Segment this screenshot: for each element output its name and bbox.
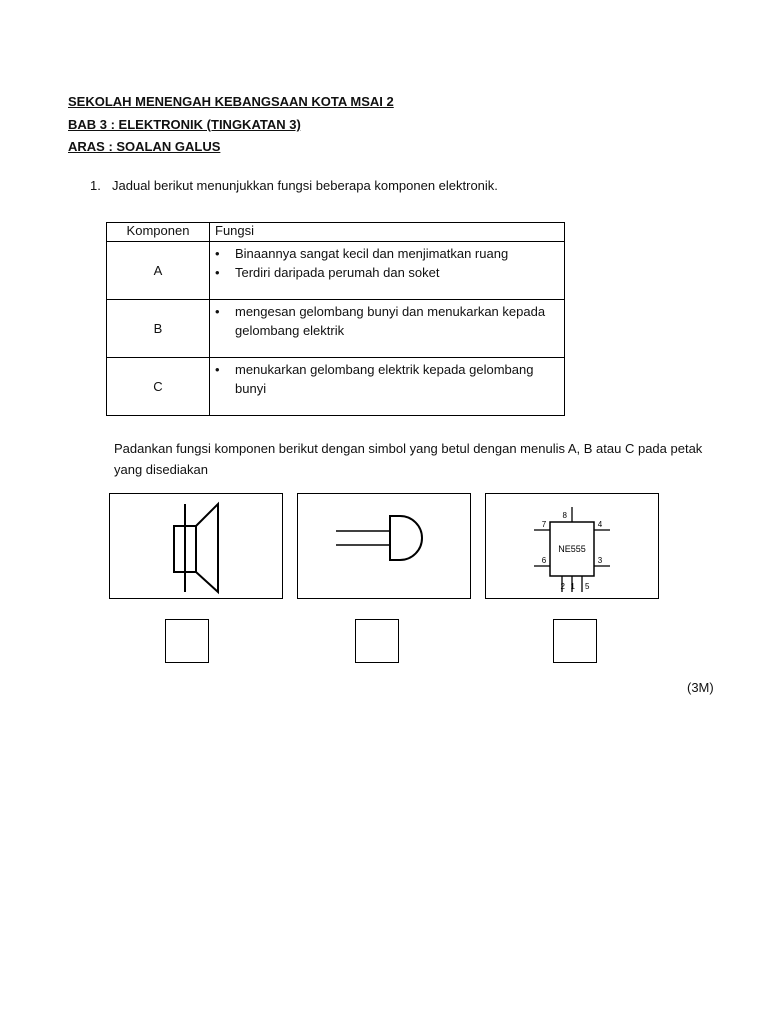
ic-chip-symbol-icon	[486, 494, 658, 598]
function-list	[210, 358, 564, 398]
function-cell	[210, 358, 565, 416]
header-component: Komponen	[107, 223, 210, 242]
table-row	[107, 300, 565, 358]
loudspeaker-symbol-icon	[110, 494, 282, 598]
instruction-text: Padankan fungsi komponen berikut dengan simbol yang betul dengan menulis A, B atau C pada petak yang disediakan	[114, 441, 703, 477]
table-row	[107, 358, 565, 416]
function-table	[106, 222, 565, 416]
function-item: • Terdiri daripada perumah dan soket	[235, 263, 560, 282]
function-item: • mengesan gelombang bunyi dan menukarkan kepada gelombang elektrik	[235, 302, 560, 340]
header-function: Fungsi	[210, 223, 565, 242]
level-title: ARAS : SOALAN GALUS	[68, 139, 221, 154]
symbol-box-2	[297, 493, 471, 599]
answer-box-3[interactable]	[553, 619, 597, 663]
chip-label: NE555	[558, 544, 586, 554]
function-cell	[210, 300, 565, 358]
function-list	[210, 300, 564, 340]
symbol-box-3	[485, 493, 659, 599]
table-header-row	[107, 223, 565, 242]
symbol-box-1	[109, 493, 283, 599]
marks-label: (3M)	[687, 680, 714, 695]
microphone-symbol-icon	[298, 494, 470, 598]
pin-label: 5	[585, 582, 590, 591]
question-number: 1.	[90, 178, 101, 193]
pin-label: 3	[597, 556, 603, 565]
pin-label: 6	[541, 556, 547, 565]
function-item: • Binaannya sangat kecil dan menjimatkan ruang	[235, 244, 560, 263]
component-label: C	[107, 358, 210, 416]
pin-label: 1	[570, 582, 575, 591]
chapter-title: BAB 3 : ELEKTRONIK (TINGKATAN 3)	[68, 117, 301, 132]
answer-box-2[interactable]	[355, 619, 399, 663]
question-text: Jadual berikut menunjukkan fungsi beberapa komponen elektronik.	[112, 178, 498, 193]
pin-label: 8	[562, 511, 567, 520]
component-label: B	[107, 300, 210, 358]
table-row	[107, 242, 565, 300]
function-cell	[210, 242, 565, 300]
function-item: • menukarkan gelombang elektrik kepada gelombang bunyi	[235, 360, 560, 398]
pin-label: 4	[597, 520, 603, 529]
question-1	[90, 178, 498, 193]
function-list	[210, 242, 564, 282]
school-name: SEKOLAH MENENGAH KEBANGSAAN KOTA MSAI 2	[68, 94, 394, 109]
component-label: A	[107, 242, 210, 300]
answer-box-1[interactable]	[165, 619, 209, 663]
pin-label: 7	[541, 520, 547, 529]
pin-label: 2	[560, 582, 565, 591]
